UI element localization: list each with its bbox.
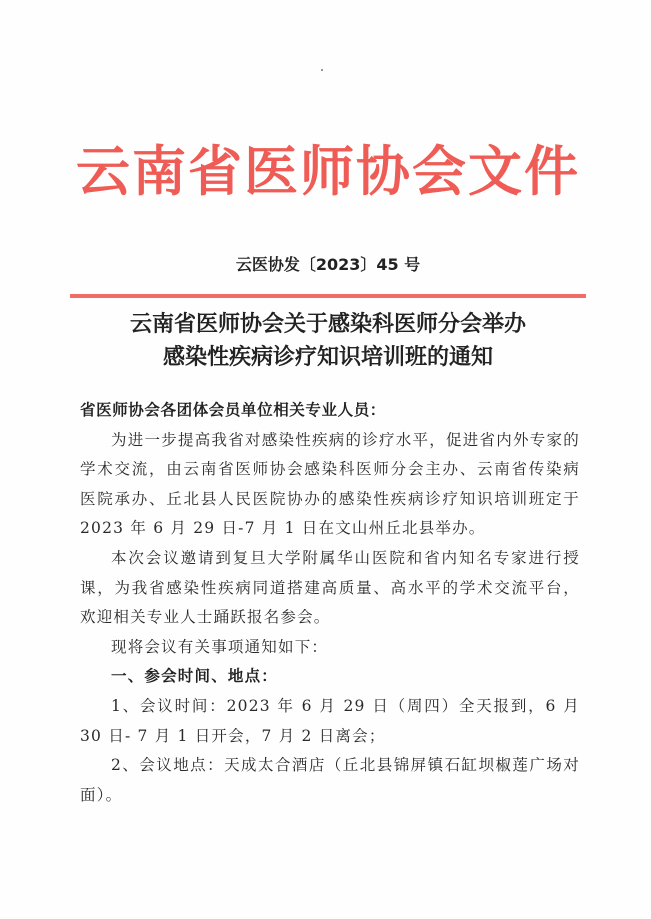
notice-title bbox=[70, 308, 586, 374]
section-heading-time-location: 一、参会时间、地点： bbox=[111, 667, 279, 686]
paragraph-notice-lead: 现将会议有关事项通知如下： bbox=[111, 637, 329, 656]
notice-body bbox=[80, 396, 580, 810]
notice-title-line-2: 感染性疾病诊疗知识培训班的通知 bbox=[162, 345, 493, 370]
red-divider-line bbox=[70, 294, 586, 298]
masthead-title: 云南省医师协会文件 bbox=[76, 139, 580, 203]
notice-title-line-1: 云南省医师协会关于感染科医师分会举办 bbox=[129, 312, 526, 337]
paragraph-intro: 为进一步提高我省对感染性疾病的诊疗水平，促进省内外专家的学术交流，由云南省医师协会感染科医师分会主办、云南省传染病医院承办、丘北县人民医院协办的感染性疾病诊疗知识培训班定于 2023 年 6 月 29 日-7 月 1 日在文山州丘北县举办。 bbox=[80, 430, 580, 538]
scan-speck bbox=[321, 69, 323, 71]
salutation: 省医师协会各团体会员单位相关专业人员： bbox=[80, 401, 386, 419]
item-meeting-location: 2、会议地点：天成太合酒店（丘北县锦屏镇石缸坝椒莲广场对面）。 bbox=[80, 756, 580, 804]
document-number: 云医协发〔2023〕45 号 bbox=[235, 255, 421, 274]
item-meeting-time: 1、会议时间：2023 年 6 月 29 日（周四）全天报到，6 月 30 日- 7 月 1 日开会，7 月 2 日离会； bbox=[80, 696, 580, 745]
paragraph-speakers: 本次会议邀请到复旦大学附属华山医院和省内知名专家进行授课，为我省感染性疾病同道搭建高质量、高水平的学术交流平台，欢迎相关专业人士踊跃报名参会。 bbox=[80, 548, 580, 627]
